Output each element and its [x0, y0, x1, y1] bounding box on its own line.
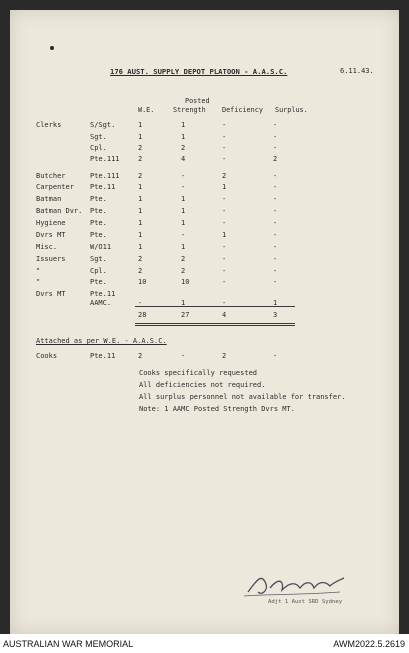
cell-surplus: -: [273, 231, 278, 239]
cell-posted: 1: [181, 219, 186, 227]
cell-rank: Pte.: [90, 195, 107, 203]
cell-posted: 1: [181, 121, 186, 129]
attached-posted: -: [181, 352, 186, 360]
signature-block: Adjt 1 Aust SRD Sydney: [268, 599, 343, 605]
cell-posted: -: [181, 172, 186, 180]
cell-rank: S/Sgt.: [90, 121, 116, 129]
cell-rank: Pte.111: [90, 155, 120, 163]
cell-trade: ": [36, 278, 41, 286]
attached-rank: Pte.11: [90, 352, 116, 360]
attached-heading: Attached as per W.E. - A.A.S.C.: [36, 337, 167, 345]
header-posted-line1: Posted: [185, 97, 210, 105]
cell-posted: 1: [181, 195, 186, 203]
totals-rule-bottom-2: [135, 325, 295, 326]
cell-we: 1: [138, 231, 143, 239]
cell-posted: 1: [181, 299, 186, 307]
cell-surplus: -: [273, 267, 278, 275]
cell-we: 2: [138, 255, 143, 263]
archive-footer: [0, 634, 409, 653]
cell-trade: Clerks: [36, 121, 62, 129]
cell-surplus: -: [273, 183, 278, 191]
note-line-1: Cooks specifically requested: [139, 369, 258, 377]
cell-rank: Pte.: [90, 278, 107, 286]
total-posted: 27: [181, 311, 190, 319]
total-deficiency: 4: [222, 311, 227, 319]
cell-rank: Sgt.: [90, 133, 107, 141]
footer-institution: AUSTRALIAN WAR MEMORIAL: [3, 639, 134, 649]
cell-posted: 1: [181, 207, 186, 215]
cell-surplus: -: [273, 144, 278, 152]
cell-surplus: -: [273, 133, 278, 141]
cell-deficiency: -: [222, 195, 227, 203]
cell-deficiency: -: [222, 155, 227, 163]
cell-surplus: -: [273, 172, 278, 180]
cell-surplus: -: [273, 195, 278, 203]
total-we: 28: [138, 311, 147, 319]
cell-posted: 2: [181, 267, 186, 275]
cell-posted: 1: [181, 133, 186, 141]
cell-we: 2: [138, 172, 143, 180]
cell-posted: -: [181, 183, 186, 191]
cell-rank: Cpl.: [90, 267, 107, 275]
attached-deficiency: 2: [222, 352, 227, 360]
cell-posted: -: [181, 231, 186, 239]
header-deficiency: Deficiency: [222, 106, 263, 114]
cell-deficiency: -: [222, 219, 227, 227]
document-title: 176 AUST. SUPPLY DEPOT PLATOON - A.A.S.C.: [110, 67, 288, 76]
cell-we: 1: [138, 195, 143, 203]
cell-rank: Pte.11: [90, 183, 116, 191]
cell-trade: Butcher: [36, 172, 66, 180]
cell-trade: Batman: [36, 195, 62, 203]
cell-rank: W/O11: [90, 243, 112, 251]
document-date: 6.11.43.: [340, 67, 374, 75]
cell-we: 1: [138, 219, 143, 227]
totals-rule-bottom: [135, 323, 295, 324]
cell-we: 10: [138, 278, 147, 286]
cell-rank: AAMC.: [90, 299, 112, 307]
cell-deficiency: -: [222, 299, 227, 307]
cell-we: 1: [138, 183, 143, 191]
cell-trade: Misc.: [36, 243, 58, 251]
footer-accession-number: AWM2022.5.2619: [333, 639, 405, 649]
cell-trade: Carpenter: [36, 183, 74, 191]
cell-rank: Pte.111: [90, 172, 120, 180]
cell-surplus: 2: [273, 155, 278, 163]
document-page: [10, 10, 399, 634]
attached-surplus: -: [273, 352, 278, 360]
cell-we: -: [138, 299, 143, 307]
cell-rank: Sgt.: [90, 255, 107, 263]
cell-we: 2: [138, 267, 143, 275]
note-line-4: Note: 1 AAMC Posted Strength Dvrs MT.: [139, 405, 295, 413]
header-we: W.E.: [138, 106, 155, 114]
header-posted-line2: Strength: [173, 106, 206, 114]
cell-surplus: -: [273, 219, 278, 227]
cell-deficiency: -: [222, 255, 227, 263]
note-line-3: All surplus personnel not available for transfer.: [139, 393, 346, 401]
cell-trade: Issuers: [36, 255, 66, 263]
cell-deficiency: -: [222, 133, 227, 141]
cell-rank: Pte.: [90, 207, 107, 215]
cell-posted: 2: [181, 144, 186, 152]
attached-we: 2: [138, 352, 143, 360]
punch-hole: [50, 46, 54, 50]
cell-rank: Pte.: [90, 231, 107, 239]
cell-posted: 1: [181, 243, 186, 251]
cell-we: 1: [138, 207, 143, 215]
cell-we: 1: [138, 133, 143, 141]
cell-rank: Pte.: [90, 219, 107, 227]
cell-deficiency: 1: [222, 183, 227, 191]
header-surplus: Surplus.: [275, 106, 308, 114]
cell-deficiency: -: [222, 278, 227, 286]
cell-surplus: -: [273, 243, 278, 251]
cell-surplus: -: [273, 255, 278, 263]
total-surplus: 3: [273, 311, 278, 319]
cell-deficiency: -: [222, 121, 227, 129]
cell-trade: ": [36, 267, 41, 275]
note-line-2: All deficiencies not required.: [139, 381, 266, 389]
cell-deficiency: -: [222, 144, 227, 152]
cell-surplus: -: [273, 278, 278, 286]
cell-deficiency: 1: [222, 231, 227, 239]
cell-surplus: -: [273, 207, 278, 215]
cell-surplus: 1: [273, 299, 278, 307]
cell-deficiency: -: [222, 207, 227, 215]
attached-trade: Cooks: [36, 352, 58, 360]
cell-rank: Cpl.: [90, 144, 107, 152]
cell-trade: Dvrs MT: [36, 231, 66, 239]
cell-posted: 2: [181, 255, 186, 263]
cell-trade: Dvrs MT: [36, 290, 66, 298]
cell-posted: 10: [181, 278, 190, 286]
cell-deficiency: 2: [222, 172, 227, 180]
cell-deficiency: -: [222, 243, 227, 251]
cell-surplus: -: [273, 121, 278, 129]
cell-posted: 4: [181, 155, 186, 163]
cell-we: 1: [138, 121, 143, 129]
cell-we: 2: [138, 155, 143, 163]
cell-trade: Batman Dvr.: [36, 207, 83, 215]
cell-rank: Pte.11: [90, 290, 116, 298]
cell-we: 1: [138, 243, 143, 251]
cell-we: 2: [138, 144, 143, 152]
totals-rule-top: [135, 306, 295, 307]
cell-trade: Hygiene: [36, 219, 66, 227]
cell-deficiency: -: [222, 267, 227, 275]
